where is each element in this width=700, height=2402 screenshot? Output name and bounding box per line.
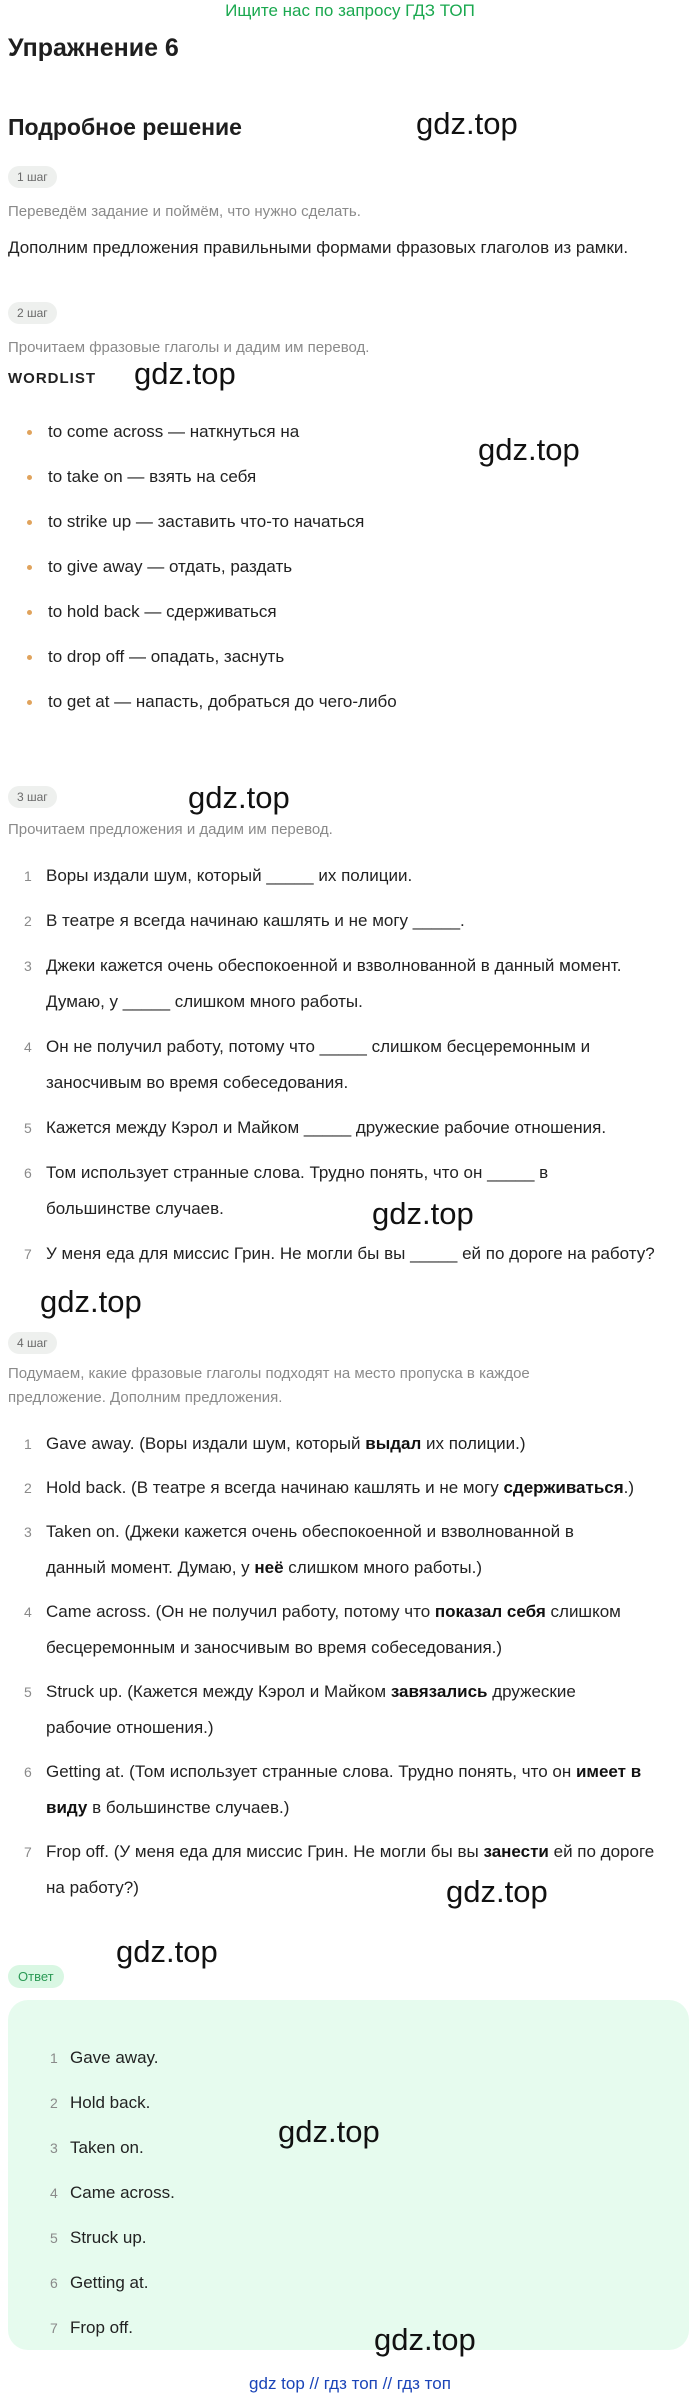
solution-item	[0, 1674, 700, 1746]
solution-text-part: слишком много работы.)	[283, 1558, 482, 1577]
step2-badge	[8, 302, 57, 324]
item-number: 4	[24, 1604, 32, 1620]
solution-text-part: их полиции.)	[421, 1434, 526, 1453]
watermark: gdz.top	[416, 106, 518, 141]
step4-hint-line: Подумаем, какие фразовые глаголы подходят на место пропуска в каждое	[8, 1365, 530, 1382]
step3-label: 3 шаг	[8, 786, 57, 808]
solution-item	[0, 1470, 700, 1506]
answer-text: Hold back.	[70, 2093, 151, 2112]
solution-text-part: рабочие отношения.)	[46, 1718, 214, 1737]
step1-text: Дополним предложения правильными формами фразовых глаголов из рамки.	[8, 238, 629, 257]
bullet-icon	[27, 655, 32, 660]
answer-item	[0, 2310, 700, 2346]
sentence-text	[46, 1029, 688, 1101]
solution-item	[0, 1514, 700, 1586]
solution-text-part: Came across. (Он не получил работу, потому что	[46, 1602, 435, 1621]
solution-text	[46, 1834, 688, 1906]
watermark: gdz.top	[188, 780, 290, 815]
sentence-line: У меня еда для миссис Грин. Не могли бы вы _____ ей по дороге на работу?	[46, 1244, 655, 1263]
wordlist-item	[0, 600, 700, 630]
sentence-line: заносчивым во время собеседования.	[46, 1073, 349, 1092]
solution-text-part: Gave away. (Воры издали шум, который	[46, 1434, 366, 1453]
solution-line	[46, 1754, 688, 1790]
solution-item	[0, 1754, 700, 1826]
solution-text-part: Getting at. (Том использует странные слова. Трудно понять, что он	[46, 1762, 576, 1781]
item-number: 1	[24, 1436, 32, 1452]
wordlist-item-text: to hold back — сдерживаться	[48, 602, 277, 621]
answer-item	[0, 2265, 700, 2301]
solution-text	[46, 1470, 688, 1506]
sentence-item	[0, 1236, 700, 1272]
solution-text-part: Hold back. (В театре я всегда начинаю кашлять и не могу	[46, 1478, 504, 1497]
watermark: gdz.top	[446, 1874, 548, 1909]
item-number: 7	[24, 1844, 32, 1860]
item-number: 3	[24, 958, 32, 974]
watermark: gdz.top	[134, 356, 236, 391]
solution-line	[46, 1790, 688, 1826]
step2-hint: Прочитаем фразовые глаголы и дадим им перевод.	[8, 339, 370, 356]
footer-link[interactable]: гдз топ	[396, 2374, 451, 2393]
step1-hint: Переведём задание и поймём, что нужно сделать.	[8, 203, 361, 220]
solution-text	[46, 1594, 688, 1666]
bullet-icon	[27, 520, 32, 525]
item-number: 6	[50, 2275, 58, 2291]
item-number: 1	[24, 868, 32, 884]
step4-badge	[8, 1332, 57, 1354]
bullet-icon	[27, 430, 32, 435]
answer-text: Getting at.	[70, 2273, 149, 2292]
watermark: gdz.top	[40, 1284, 142, 1319]
sentence-line: большинстве случаев.	[46, 1199, 224, 1218]
solution-line	[46, 1630, 688, 1666]
watermark: gdz.top	[374, 2322, 476, 2357]
bullet-icon	[27, 565, 32, 570]
solution-answer: имеет в	[575, 1762, 642, 1781]
answer-item	[0, 2220, 700, 2256]
wordlist-item	[0, 690, 700, 720]
step4-hint	[8, 1362, 688, 1410]
solution-text-part: данный момент. Думаю, у	[46, 1558, 255, 1577]
sentence-line: Думаю, у _____ слишком много работы.	[46, 992, 363, 1011]
step3-hint: Прочитаем предложения и дадим им перевод.	[8, 821, 333, 838]
item-number: 4	[50, 2185, 58, 2201]
watermark: gdz.top	[116, 1934, 218, 1969]
item-number: 3	[50, 2140, 58, 2156]
sentence-item	[0, 948, 700, 1020]
watermark: gdz.top	[278, 2114, 380, 2149]
wordlist-item-text: to strike up — заставить что-то начаться	[48, 512, 365, 531]
sentence-item	[0, 858, 700, 894]
item-number: 2	[24, 1480, 32, 1496]
sentence-item	[0, 1155, 700, 1227]
item-number: 7	[50, 2320, 58, 2336]
solution-text-part: .)	[623, 1478, 635, 1497]
step4-label: 4 шаг	[8, 1332, 57, 1354]
answer-text: Struck up.	[70, 2228, 147, 2247]
step4-hint-line: предложение. Дополним предложения.	[8, 1389, 283, 1406]
solution-line	[46, 1550, 688, 1586]
wordlist-item-text: to drop off — опадать, заснуть	[48, 647, 285, 666]
sentence-line: В театре я всегда начинаю кашлять и не могу _____.	[46, 911, 465, 930]
answer-badge: Ответ	[8, 1965, 64, 1988]
watermark: gdz.top	[478, 432, 580, 467]
step3-badge	[8, 786, 57, 808]
sentence-line: Джеки кажется очень обеспокоенной и взволнованной в данный момент.	[46, 956, 622, 975]
solution-line	[46, 1594, 688, 1630]
wordlist-item	[0, 465, 700, 495]
solution-line	[46, 1674, 688, 1710]
item-number: 6	[24, 1764, 32, 1780]
step1-label: 1 шаг	[8, 166, 57, 188]
watermark: gdz.top	[372, 1196, 474, 1231]
sentence-text	[46, 948, 688, 1020]
footer-link[interactable]: гдз топ	[323, 2374, 378, 2393]
sentence-text	[46, 1155, 688, 1227]
solution-title: Подробное решение	[8, 114, 242, 140]
answer-item	[0, 2040, 700, 2076]
sentence-text	[46, 1110, 688, 1146]
answer-text: Came across.	[70, 2183, 175, 2202]
wordlist-item-text: to give away — отдать, раздать	[48, 557, 293, 576]
sentence-item	[0, 903, 700, 939]
item-number: 5	[24, 1120, 32, 1136]
wordlist-item	[0, 420, 700, 450]
sentence-item	[0, 1029, 700, 1101]
solution-text-part: бесцеремонным и заносчивым во время собеседования.)	[46, 1638, 503, 1657]
solution-text-part: Taken on. (Джеки кажется очень обеспокоенной и взволнованной в	[46, 1522, 574, 1541]
item-number: 2	[50, 2095, 58, 2111]
sentence-line: Воры издали шум, который _____ их полиции.	[46, 866, 413, 885]
item-number: 6	[24, 1165, 32, 1181]
solution-item	[0, 1594, 700, 1666]
solution-line	[46, 1470, 688, 1506]
solution-line	[46, 1426, 688, 1462]
item-number: 4	[24, 1039, 32, 1055]
sentence-text	[46, 858, 688, 894]
step2-label: 2 шаг	[8, 302, 57, 324]
solution-text	[46, 1514, 688, 1586]
solution-text-part: Struck up. (Кажется между Кэрол и Майком	[46, 1682, 391, 1701]
solution-text-part: дружеские	[487, 1682, 576, 1701]
solution-answer: выдал	[365, 1434, 422, 1453]
bullet-icon	[27, 475, 32, 480]
footer-link[interactable]: gdz top	[249, 2374, 305, 2393]
solution-answer: показал себя	[434, 1602, 546, 1621]
item-number: 2	[24, 913, 32, 929]
wordlist-title: WORDLIST	[8, 370, 96, 387]
solution-answer: сдерживаться	[503, 1478, 624, 1497]
solution-answer: завязались	[390, 1682, 488, 1701]
footer-separator: //	[382, 2374, 393, 2393]
solution-text-part: слишком	[545, 1602, 621, 1621]
step1-badge	[8, 166, 57, 188]
answer-item	[0, 2175, 700, 2211]
solution-answer: виду	[46, 1798, 88, 1817]
exercise-title: Упражнение 6	[8, 34, 179, 62]
item-number: 5	[24, 1684, 32, 1700]
answer-text: Taken on.	[70, 2138, 144, 2157]
solution-item	[0, 1834, 700, 1906]
bullet-icon	[27, 700, 32, 705]
sentence-text	[46, 1236, 688, 1272]
footer-links	[0, 2374, 700, 2394]
solution-text-part: на работу?)	[46, 1878, 139, 1897]
sentence-text	[46, 903, 688, 939]
sentence-line: Кажется между Кэрол и Майком _____ дружеские рабочие отношения.	[46, 1118, 607, 1137]
solution-text-part: Frop off. (У меня еда для миссис Грин. Не могли бы вы	[46, 1842, 484, 1861]
wordlist-item	[0, 645, 700, 675]
solution-text-part: ей по дороге	[548, 1842, 655, 1861]
item-number: 3	[24, 1524, 32, 1540]
item-number: 1	[50, 2050, 58, 2066]
answer-text: Gave away.	[70, 2048, 159, 2067]
solution-answer: занести	[483, 1842, 549, 1861]
solution-text	[46, 1674, 688, 1746]
solution-line	[46, 1870, 688, 1906]
wordlist-item-text: to come across — наткнуться на	[48, 422, 300, 441]
item-number: 7	[24, 1246, 32, 1262]
solution-line	[46, 1834, 688, 1870]
wordlist-item-text: to take on — взять на себя	[48, 467, 257, 486]
search-banner-link[interactable]: Ищите нас по запросу ГДЗ ТОП	[225, 1, 475, 20]
solution-text-part: в большинстве случаев.)	[87, 1798, 290, 1817]
wordlist-item	[0, 510, 700, 540]
solution-item	[0, 1426, 700, 1462]
wordlist-item	[0, 555, 700, 585]
sentence-item	[0, 1110, 700, 1146]
solution-text	[46, 1426, 688, 1462]
item-number: 5	[50, 2230, 58, 2246]
footer-separator: //	[309, 2374, 319, 2393]
sentence-line: Том использует странные слова. Трудно понять, что он _____ в	[46, 1163, 549, 1182]
solution-answer: неё	[254, 1558, 284, 1577]
bullet-icon	[27, 610, 32, 615]
answer-text: Frop off.	[70, 2318, 133, 2337]
wordlist-item-text: to get at — напасть, добраться до чего-либо	[48, 692, 397, 711]
solution-text	[46, 1754, 688, 1826]
sentence-line: Он не получил работу, потому что _____ слишком бесцеремонным и	[46, 1037, 591, 1056]
solution-line	[46, 1514, 688, 1550]
solution-line	[46, 1710, 688, 1746]
